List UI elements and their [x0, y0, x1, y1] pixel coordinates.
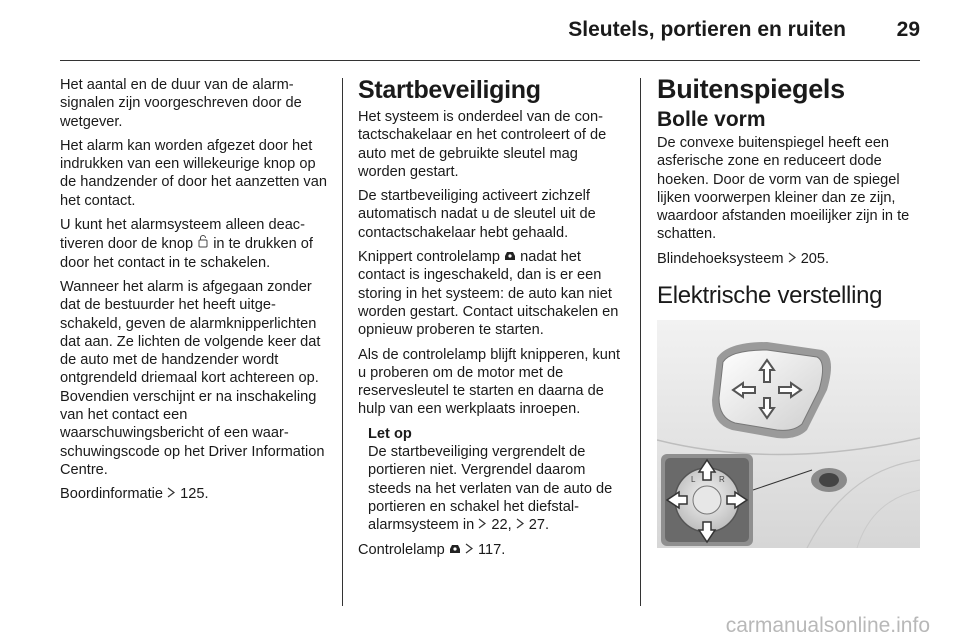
paragraph: Als de controlelamp blijft knipperen, kunt u proberen om de motor met de reservesleutel te starten en daarna de hulp van een werkplaats inroepen. — [358, 346, 621, 418]
text: Blindehoeksysteem — [657, 250, 784, 267]
page-ref[interactable]: 205. — [800, 250, 830, 267]
immobiliser-lamp-icon — [504, 248, 516, 266]
page-number: 29 — [896, 18, 920, 41]
paragraph — [358, 248, 626, 339]
page-ref[interactable]: 22, — [491, 517, 512, 534]
page-ref[interactable]: 27. — [528, 517, 550, 534]
note-text — [368, 443, 626, 534]
column-divider-1 — [342, 78, 343, 606]
mirror-adjustment-illustration — [657, 320, 920, 548]
text: U kunt het alarmsysteem alleen deactiveren door de knop — [60, 217, 305, 253]
column-divider-2 — [640, 78, 641, 606]
text: nadat het contact is ingeschakeld, dan is er een storing in het systeem: de auto kan niet worden gestart. Contact uitschakelen en opnieuw proberen te starten. — [358, 249, 619, 339]
paragraph: Wanneer het alarm is afgegaan zonder dat de bestuurder het heeft uitgeschakeld, geven de alarmknipperlichten dat aan. Ze lichten de volgende keer dat de auto met de handzender wordt ontgrendeld driemaal kort achtereen op. Bovendien verschijnt er na inschakeling van het contact een waarschuwingsbericht of een waarschuwingscode op het Driver Information Centre. — [60, 278, 325, 478]
page-ref-arrow-icon — [167, 486, 180, 502]
paragraph: De startbeveiliging activeert zichzelf automatisch nadat u de sleutel uit de contactschakelaar hebt gehaald. — [358, 188, 596, 241]
page-ref-arrow-icon — [465, 542, 474, 558]
paragraph: Het aantal en de duur van de alarmsignalen zijn voorgeschreven door de wetgever. — [60, 77, 302, 130]
lock-button-icon — [197, 234, 209, 253]
text: De startbeveiliging vergrendelt de portieren niet. Vergrendel daarom steeds na het verlaten van de auto de portieren en schakel het diefstalalarmsysteem in — [368, 444, 613, 534]
column-left — [60, 76, 328, 510]
paragraph — [358, 541, 626, 559]
text: Controlelamp — [358, 541, 445, 558]
page-ref-arrow-icon — [516, 517, 525, 533]
immobiliser-lamp-icon — [449, 541, 461, 559]
page-ref-arrow-icon — [478, 517, 487, 533]
text: Boordinformatie — [60, 486, 164, 503]
paragraph: Het alarm kan worden afgezet door het indrukken van een willekeurige knop op de handzender of door het aanzetten van het contact. — [60, 137, 327, 209]
header-rule — [60, 60, 920, 61]
section-heading: Startbeveiliging — [358, 76, 541, 104]
page-ref[interactable]: 125. — [180, 486, 209, 503]
subsection-heading: Bolle vorm — [657, 108, 766, 131]
page-header-title: Sleutels, portieren en ruiten — [568, 18, 846, 41]
watermark: carmanualsonline.info — [725, 614, 930, 637]
page-ref-arrow-icon — [788, 251, 797, 267]
page-ref[interactable]: 117. — [477, 541, 506, 558]
paragraph — [60, 216, 328, 272]
text: in te drukken of door het contact in te schakelen. — [60, 236, 313, 271]
mirror-adjustment-figure — [657, 320, 920, 548]
paragraph — [657, 250, 925, 268]
fig-label-right: R — [719, 475, 725, 485]
column-middle — [358, 76, 626, 565]
fig-label-left: L — [691, 475, 696, 485]
paragraph — [60, 485, 328, 503]
section-heading: Buitenspiegels — [657, 74, 845, 104]
note-box — [358, 425, 626, 535]
paragraph: De convexe buitenspiegel heeft een asferische zone en reduceert dode hoeken. Door de vorm van de spiegel lijken voorwerpen kleiner dan ze zijn, waardoor afstanden moeilijker zijn in te schatten. — [657, 135, 910, 243]
note-title: Let op — [368, 425, 412, 442]
paragraph: Het systeem is onderdeel van de contactschakelaar en het controleert of de auto met de gebruikte sleutel mag worden gestart. — [358, 109, 607, 180]
column-right — [657, 76, 925, 548]
text: Knippert controlelamp — [358, 249, 500, 266]
section-heading: Elektrische verstelling — [657, 282, 883, 310]
